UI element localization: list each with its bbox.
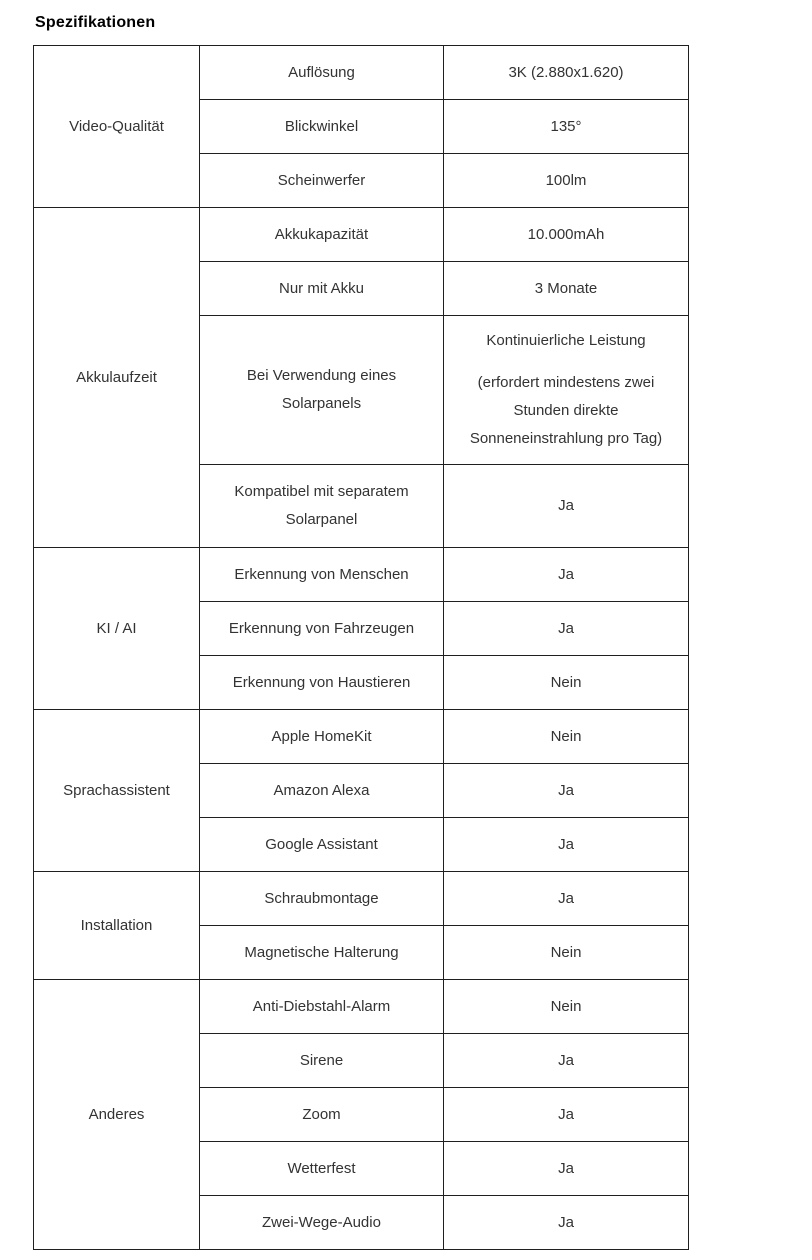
value-paragraph: Kontinuierliche Leistung — [486, 332, 646, 349]
table-row — [34, 548, 689, 602]
spec-value-cell: Ja — [444, 548, 689, 602]
spec-label-cell: Akkukapazität — [200, 208, 444, 262]
spec-label-cell: Erkennung von Haustieren — [200, 656, 444, 710]
table-row — [34, 46, 689, 100]
spec-value-cell: Ja — [444, 1088, 689, 1142]
spec-label-cell: Scheinwerfer — [200, 154, 444, 208]
spec-value-cell: Ja — [444, 1142, 689, 1196]
category-cell-akkulaufzeit: Akkulaufzeit — [34, 208, 200, 548]
specifications-table — [33, 45, 689, 1250]
category-cell-anderes: Anderes — [34, 980, 200, 1250]
table-row — [34, 208, 689, 262]
category-cell-video-qualitaet: Video-Qualität — [34, 46, 200, 208]
spec-label-cell: Nur mit Akku — [200, 262, 444, 316]
spec-value-cell: Nein — [444, 710, 689, 764]
spec-value-cell: Ja — [444, 1034, 689, 1088]
table-row — [34, 872, 689, 926]
spec-value-cell: Ja — [444, 818, 689, 872]
category-cell-sprachassistent: Sprachassistent — [34, 710, 200, 872]
spec-label-cell: Bei Verwendung eines Solarpanels — [200, 316, 444, 465]
spec-label-cell: Blickwinkel — [200, 100, 444, 154]
category-cell-installation: Installation — [34, 872, 200, 980]
spec-label-cell: Erkennung von Fahrzeugen — [200, 602, 444, 656]
spec-label-cell: Zwei-Wege-Audio — [200, 1196, 444, 1250]
spec-value-cell: 3 Monate — [444, 262, 689, 316]
spec-label-cell: Auflösung — [200, 46, 444, 100]
spec-label-cell: Apple HomeKit — [200, 710, 444, 764]
spec-label-cell: Amazon Alexa — [200, 764, 444, 818]
spec-label-cell: Zoom — [200, 1088, 444, 1142]
spec-value-cell: 135° — [444, 100, 689, 154]
spec-label-cell: Anti-Diebstahl-Alarm — [200, 980, 444, 1034]
spec-value-cell: Nein — [444, 926, 689, 980]
spec-label-cell: Magnetische Halterung — [200, 926, 444, 980]
spec-label-cell: Sirene — [200, 1034, 444, 1088]
spec-label-cell: Google Assistant — [200, 818, 444, 872]
spec-value-cell: 3K (2.880x1.620) — [444, 46, 689, 100]
value-paragraph: (erfordert mindestens zwei Stunden direkte Sonneneinstrahlung pro Tag) — [469, 374, 663, 447]
spec-label-cell: Schraubmontage — [200, 872, 444, 926]
spec-label-cell: Wetterfest — [200, 1142, 444, 1196]
page-title: Spezifikationen — [35, 14, 156, 31]
spec-value-cell — [444, 316, 689, 465]
category-cell-ki-ai: KI / AI — [34, 548, 200, 710]
table-row — [34, 980, 689, 1034]
spec-value-cell: Ja — [444, 872, 689, 926]
spec-value-cell: Nein — [444, 980, 689, 1034]
spec-value-cell: Ja — [444, 602, 689, 656]
spec-value-cell: Nein — [444, 656, 689, 710]
spec-label-cell: Kompatibel mit separatem Solarpanel — [200, 465, 444, 548]
spec-label-cell: Erkennung von Menschen — [200, 548, 444, 602]
spec-value-cell: 10.000mAh — [444, 208, 689, 262]
spec-value-cell: 100lm — [444, 154, 689, 208]
table-row — [34, 710, 689, 764]
spec-value-cell: Ja — [444, 1196, 689, 1250]
spec-value-cell: Ja — [444, 465, 689, 548]
spec-value-cell: Ja — [444, 764, 689, 818]
